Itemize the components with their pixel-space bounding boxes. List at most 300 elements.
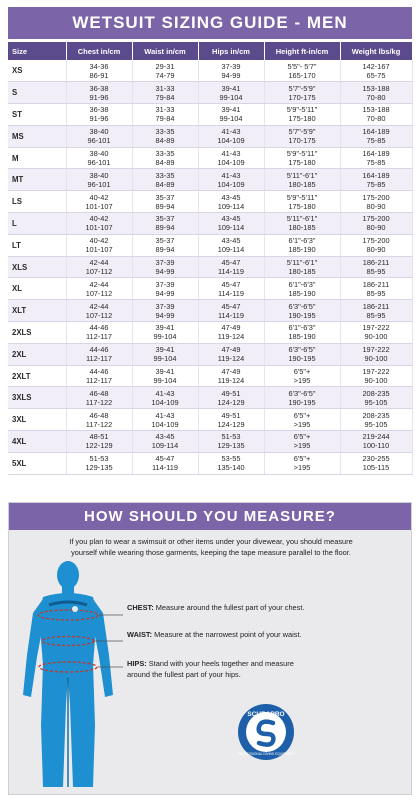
measurement-cell <box>198 60 264 82</box>
metric-value: 175-180 <box>288 158 316 168</box>
measurement-cell <box>264 104 340 126</box>
imperial-value: 31-33 <box>155 105 175 115</box>
metric-value: 180-185 <box>288 179 316 189</box>
metric-value: 79-84 <box>155 114 175 124</box>
measurement-cell <box>132 431 198 453</box>
measurement-cell <box>198 213 264 235</box>
measurement-cell <box>264 452 340 474</box>
chest-label: CHEST: <box>127 603 154 612</box>
measurement-cell <box>66 365 132 387</box>
imperial-value: 36-38 <box>89 83 109 93</box>
metric-value: 85-95 <box>366 310 386 320</box>
imperial-value: 39-41 <box>155 345 175 355</box>
wetsuit-figure <box>13 555 123 793</box>
metric-value: 129-135 <box>217 441 245 451</box>
measurement-cell <box>340 256 412 278</box>
size-cell: XS <box>8 60 66 82</box>
metric-value: 75-85 <box>366 158 386 168</box>
metric-value: 84-89 <box>155 158 175 168</box>
measurement-cell <box>66 452 132 474</box>
imperial-value: 38-40 <box>89 149 109 159</box>
metric-value: 89-94 <box>155 223 175 233</box>
metric-value: 94-99 <box>155 267 175 277</box>
imperial-value: 45-47 <box>155 454 175 464</box>
measurement-cell <box>264 322 340 344</box>
imperial-value: 41-43 <box>155 388 175 398</box>
measurement-cell <box>198 234 264 256</box>
metric-value: 75-85 <box>366 136 386 146</box>
measurement-cell <box>264 213 340 235</box>
table-row <box>8 169 412 191</box>
measurement-cell <box>264 234 340 256</box>
imperial-value: 38-40 <box>89 127 109 137</box>
metric-value: 104-109 <box>217 179 245 189</box>
imperial-value: 33-35 <box>155 170 175 180</box>
imperial-value: 6'3"-6'5" <box>288 388 316 398</box>
measurement-cell <box>198 191 264 213</box>
metric-value: 107-112 <box>85 310 113 320</box>
imperial-value: 197-222 <box>362 323 390 333</box>
measurement-cell <box>340 278 412 300</box>
measurement-cell <box>340 343 412 365</box>
metric-value: 65-75 <box>366 70 386 80</box>
measurement-cell <box>132 387 198 409</box>
imperial-value: 175-200 <box>362 214 390 224</box>
metric-value: 101-107 <box>85 223 113 233</box>
measurement-cell <box>66 409 132 431</box>
measurement-cell <box>340 409 412 431</box>
size-cell: 4XL <box>8 431 66 453</box>
measurement-cell <box>132 452 198 474</box>
metric-value: 114-119 <box>151 463 179 473</box>
measurement-cell <box>198 278 264 300</box>
measurement-cell <box>198 387 264 409</box>
measurement-cell <box>132 60 198 82</box>
size-cell: 3XLS <box>8 387 66 409</box>
measurement-cell <box>340 322 412 344</box>
imperial-value: 164-189 <box>362 170 390 180</box>
metric-value: 119-124 <box>217 354 245 364</box>
metric-value: 124-129 <box>217 419 245 429</box>
imperial-value: 34-36 <box>89 61 109 71</box>
imperial-value: 39-41 <box>155 323 175 333</box>
imperial-value: 33-35 <box>155 149 175 159</box>
measurement-cell <box>198 343 264 365</box>
hips-text-2: around the fullest part of your hips. <box>127 670 241 679</box>
imperial-value: 44-46 <box>89 323 109 333</box>
measurement-cell <box>264 125 340 147</box>
measure-title: HOW SHOULD YOU MEASURE? <box>9 503 411 530</box>
chest-text: Measure around the fullest part of your chest. <box>153 603 305 612</box>
measurement-cell <box>66 387 132 409</box>
size-cell: 2XL <box>8 343 66 365</box>
metric-value: 90-100 <box>364 376 388 386</box>
imperial-value: 41-43 <box>221 127 241 137</box>
metric-value: 91-96 <box>89 92 109 102</box>
imperial-value: 153-188 <box>362 105 390 115</box>
metric-value: >195 <box>293 376 311 386</box>
imperial-value: 48-51 <box>89 432 109 442</box>
metric-value: 99-104 <box>219 92 243 102</box>
measurement-cell <box>198 431 264 453</box>
metric-value: 124-129 <box>217 397 245 407</box>
measurement-cell <box>66 147 132 169</box>
imperial-value: 5'9"-5'11" <box>286 105 318 115</box>
table-row <box>8 322 412 344</box>
metric-value: 100-110 <box>362 441 390 451</box>
metric-value: 94-99 <box>221 70 241 80</box>
table-row <box>8 409 412 431</box>
measurement-cell <box>340 300 412 322</box>
imperial-value: 51-53 <box>89 454 109 464</box>
metric-value: 95-105 <box>364 419 388 429</box>
metric-value: 94-99 <box>155 288 175 298</box>
size-table <box>8 42 413 475</box>
imperial-value: 42-44 <box>89 279 109 289</box>
measurement-cell <box>66 300 132 322</box>
imperial-value: 186-211 <box>362 258 390 268</box>
column-header: Waist in/cm <box>132 42 198 60</box>
imperial-value: 44-46 <box>89 367 109 377</box>
measurement-cell <box>340 60 412 82</box>
measurement-cell <box>66 278 132 300</box>
metric-value: 94-99 <box>155 310 175 320</box>
metric-value: 70-80 <box>366 92 386 102</box>
measurement-cell <box>340 82 412 104</box>
measure-panel <box>8 502 412 795</box>
table-row <box>8 452 412 474</box>
measurement-cell <box>66 191 132 213</box>
metric-value: 190-195 <box>288 310 316 320</box>
imperial-value: 39-41 <box>221 83 241 93</box>
metric-value: 90-100 <box>364 354 388 364</box>
measurement-cell <box>340 431 412 453</box>
column-header: Chest in/cm <box>66 42 132 60</box>
imperial-value: 33-35 <box>155 127 175 137</box>
imperial-value: 6'3"-6'5" <box>288 345 316 355</box>
scubapro-logo-icon <box>237 703 295 761</box>
measurement-cell <box>264 409 340 431</box>
metric-value: 104-109 <box>217 158 245 168</box>
imperial-value: 37-39 <box>221 61 241 71</box>
metric-value: 99-104 <box>219 114 243 124</box>
imperial-value: 197-222 <box>362 345 390 355</box>
measurement-cell <box>66 169 132 191</box>
metric-value: >195 <box>293 463 311 473</box>
metric-value: 105-115 <box>362 463 390 473</box>
metric-value: 122-129 <box>85 441 113 451</box>
metric-value: 119-124 <box>217 332 245 342</box>
imperial-value: 153-188 <box>362 83 390 93</box>
measurement-cell <box>198 169 264 191</box>
metric-value: 180-185 <box>288 223 316 233</box>
imperial-value: 40-42 <box>89 236 109 246</box>
table-row <box>8 387 412 409</box>
imperial-value: 186-211 <box>362 279 390 289</box>
table-row <box>8 60 412 82</box>
measurement-cell <box>66 322 132 344</box>
measurement-cell <box>132 82 198 104</box>
imperial-value: 40-42 <box>89 214 109 224</box>
imperial-value: 6'5"+ <box>293 454 311 464</box>
metric-value: 99-104 <box>153 376 177 386</box>
imperial-value: 49-51 <box>221 410 241 420</box>
imperial-value: 164-189 <box>362 149 390 159</box>
imperial-value: 53-55 <box>221 454 241 464</box>
metric-value: 85-95 <box>366 288 386 298</box>
measurement-cell <box>198 322 264 344</box>
column-header: Weight lbs/kg <box>340 42 412 60</box>
metric-value: 109-114 <box>217 245 245 255</box>
imperial-value: 35-37 <box>155 236 175 246</box>
metric-value: 104-109 <box>217 136 245 146</box>
measurement-cell <box>340 169 412 191</box>
metric-value: 112-117 <box>85 354 113 364</box>
hips-note <box>127 658 407 680</box>
imperial-value: 142-167 <box>362 61 390 71</box>
metric-value: 91-96 <box>89 114 109 124</box>
metric-value: 170-175 <box>288 136 316 146</box>
metric-value: 112-117 <box>85 376 113 386</box>
imperial-value: 186-211 <box>362 301 390 311</box>
table-row <box>8 82 412 104</box>
metric-value: 190-195 <box>288 397 316 407</box>
metric-value: 89-94 <box>155 201 175 211</box>
metric-value: 80-90 <box>366 223 386 233</box>
table-row <box>8 125 412 147</box>
column-header: Size <box>8 42 66 60</box>
imperial-value: 44-46 <box>89 345 109 355</box>
imperial-value: 197-222 <box>362 367 390 377</box>
metric-value: 90-100 <box>364 332 388 342</box>
imperial-value: 31-33 <box>155 83 175 93</box>
measurement-cell <box>198 104 264 126</box>
imperial-value: 40-42 <box>89 192 109 202</box>
table-header-row <box>8 42 412 60</box>
size-cell: ST <box>8 104 66 126</box>
imperial-value: 6'1"-6'3" <box>288 279 316 289</box>
measurement-cell <box>132 343 198 365</box>
measurement-cell <box>66 431 132 453</box>
measurement-cell <box>132 104 198 126</box>
measurement-cell <box>66 234 132 256</box>
measurement-cell <box>132 191 198 213</box>
imperial-value: 6'3"-6'5" <box>288 301 316 311</box>
measurement-cell <box>132 409 198 431</box>
imperial-value: 43-45 <box>221 214 241 224</box>
hips-text-1: Stand with your heels together and measure <box>146 659 294 668</box>
measurement-cell <box>340 365 412 387</box>
table-row <box>8 300 412 322</box>
metric-value: 84-89 <box>155 179 175 189</box>
measurement-cell <box>66 82 132 104</box>
imperial-value: 6'1"-6'3" <box>288 323 316 333</box>
metric-value: 99-104 <box>153 332 177 342</box>
metric-value: 99-104 <box>153 354 177 364</box>
measurement-cell <box>66 125 132 147</box>
size-cell: MT <box>8 169 66 191</box>
measurement-cell <box>66 256 132 278</box>
size-cell: LS <box>8 191 66 213</box>
measurement-cell <box>264 387 340 409</box>
imperial-value: 45-47 <box>221 301 241 311</box>
measurement-cell <box>198 82 264 104</box>
measurement-cell <box>340 452 412 474</box>
imperial-value: 5'11"-6'1" <box>286 170 318 180</box>
metric-value: 109-114 <box>151 441 179 451</box>
measurement-cell <box>264 60 340 82</box>
metric-value: 175-180 <box>288 201 316 211</box>
metric-value: 107-112 <box>85 288 113 298</box>
imperial-value: 41-43 <box>221 149 241 159</box>
measurement-cell <box>198 300 264 322</box>
imperial-value: 43-45 <box>221 236 241 246</box>
imperial-value: 41-43 <box>221 170 241 180</box>
measurement-cell <box>264 147 340 169</box>
measurement-cell <box>198 125 264 147</box>
metric-value: 185-190 <box>288 245 316 255</box>
size-cell: 2XLT <box>8 365 66 387</box>
measurement-cell <box>340 104 412 126</box>
size-cell: MS <box>8 125 66 147</box>
hips-label: HIPS: <box>127 659 147 668</box>
size-cell: XLS <box>8 256 66 278</box>
size-cell: 5XL <box>8 452 66 474</box>
table-row <box>8 147 412 169</box>
size-cell: L <box>8 213 66 235</box>
metric-value: 95-105 <box>364 397 388 407</box>
metric-value: 109-114 <box>217 201 245 211</box>
measurement-cell <box>132 322 198 344</box>
imperial-value: 5'7"-5'9" <box>288 83 316 93</box>
imperial-value: 6'5"+ <box>293 367 311 377</box>
measurement-cell <box>66 213 132 235</box>
measurement-cell <box>132 147 198 169</box>
imperial-value: 37-39 <box>155 258 175 268</box>
column-header: Hips in/cm <box>198 42 264 60</box>
column-header: Height ft-in/cm <box>264 42 340 60</box>
imperial-value: 6'1"-6'3" <box>288 236 316 246</box>
intro-line-2: yourself while wearing those garments, keeping the tape measure parallel to the floor. <box>71 548 351 557</box>
imperial-value: 43-45 <box>221 192 241 202</box>
metric-value: 114-119 <box>217 267 245 277</box>
metric-value: 101-107 <box>85 201 113 211</box>
size-cell: 3XL <box>8 409 66 431</box>
metric-value: 129-135 <box>85 463 113 473</box>
measurement-cell <box>132 300 198 322</box>
metric-value: 70-80 <box>366 114 386 124</box>
size-cell: 2XLS <box>8 322 66 344</box>
measurement-cell <box>198 409 264 431</box>
measurement-cell <box>340 234 412 256</box>
measurement-cell <box>132 365 198 387</box>
imperial-value: 41-43 <box>155 410 175 420</box>
metric-value: 117-122 <box>85 419 113 429</box>
imperial-value: 46-48 <box>89 388 109 398</box>
imperial-value: 45-47 <box>221 279 241 289</box>
imperial-value: 175-200 <box>362 192 390 202</box>
size-cell: LT <box>8 234 66 256</box>
table-row <box>8 278 412 300</box>
measurement-cell <box>66 104 132 126</box>
metric-value: 107-112 <box>85 267 113 277</box>
measurement-cell <box>198 147 264 169</box>
metric-value: 185-190 <box>288 288 316 298</box>
waist-label: WAIST: <box>127 630 153 639</box>
measurement-cell <box>340 387 412 409</box>
imperial-value: 175-200 <box>362 236 390 246</box>
metric-value: 89-94 <box>155 245 175 255</box>
imperial-value: 35-37 <box>155 192 175 202</box>
metric-value: 109-114 <box>217 223 245 233</box>
imperial-value: 42-44 <box>89 258 109 268</box>
imperial-value: 38-40 <box>89 170 109 180</box>
measurement-cell <box>132 278 198 300</box>
imperial-value: 49-51 <box>221 388 241 398</box>
table-row <box>8 213 412 235</box>
measurement-cell <box>264 256 340 278</box>
metric-value: 114-119 <box>217 310 245 320</box>
metric-value: 84-89 <box>155 136 175 146</box>
metric-value: 180-185 <box>288 267 316 277</box>
measurement-cell <box>198 365 264 387</box>
imperial-value: 5'9"-5'11" <box>286 192 318 202</box>
table-row <box>8 104 412 126</box>
metric-value: >195 <box>293 441 311 451</box>
logo-ring-text: PROFESSIONAL DIVING EQUIPMENT <box>237 752 295 756</box>
metric-value: 74-79 <box>155 70 175 80</box>
measurement-cell <box>264 431 340 453</box>
metric-value: 104-109 <box>151 419 179 429</box>
measurement-cell <box>264 343 340 365</box>
measurement-cell <box>66 343 132 365</box>
page-title: WETSUIT SIZING GUIDE - MEN <box>8 7 412 39</box>
chest-note <box>127 602 407 613</box>
imperial-value: 208-235 <box>362 388 390 398</box>
imperial-value: 5'7"-5'9" <box>288 127 316 137</box>
imperial-value: 51-53 <box>221 432 241 442</box>
metric-value: 112-117 <box>85 332 113 342</box>
measurement-cell <box>264 191 340 213</box>
table-row <box>8 191 412 213</box>
metric-value: 79-84 <box>155 92 175 102</box>
measurement-cell <box>340 125 412 147</box>
imperial-value: 47-49 <box>221 323 241 333</box>
metric-value: 114-119 <box>217 288 245 298</box>
imperial-value: 43-45 <box>155 432 175 442</box>
logo-text: SCUBAPRO <box>247 711 285 718</box>
measurement-cell <box>132 213 198 235</box>
measurement-cell <box>264 278 340 300</box>
waist-text: Measure at the narrowest point of your waist. <box>152 630 302 639</box>
imperial-value: 39-41 <box>221 105 241 115</box>
waist-note <box>127 629 407 640</box>
metric-value: 80-90 <box>366 201 386 211</box>
imperial-value: 29-31 <box>155 61 175 71</box>
table-row <box>8 431 412 453</box>
imperial-value: 47-49 <box>221 345 241 355</box>
metric-value: 96-101 <box>87 179 111 189</box>
intro-line-1: If you plan to wear a swimsuit or other items under your divewear, you should measure <box>69 537 353 546</box>
measurement-cell <box>264 365 340 387</box>
imperial-value: 39-41 <box>155 367 175 377</box>
metric-value: 86-91 <box>89 70 109 80</box>
metric-value: 101-107 <box>85 245 113 255</box>
measurement-cell <box>132 169 198 191</box>
imperial-value: 5'9"-5'11" <box>286 149 318 159</box>
measurement-cell <box>132 234 198 256</box>
imperial-value: 37-39 <box>155 279 175 289</box>
